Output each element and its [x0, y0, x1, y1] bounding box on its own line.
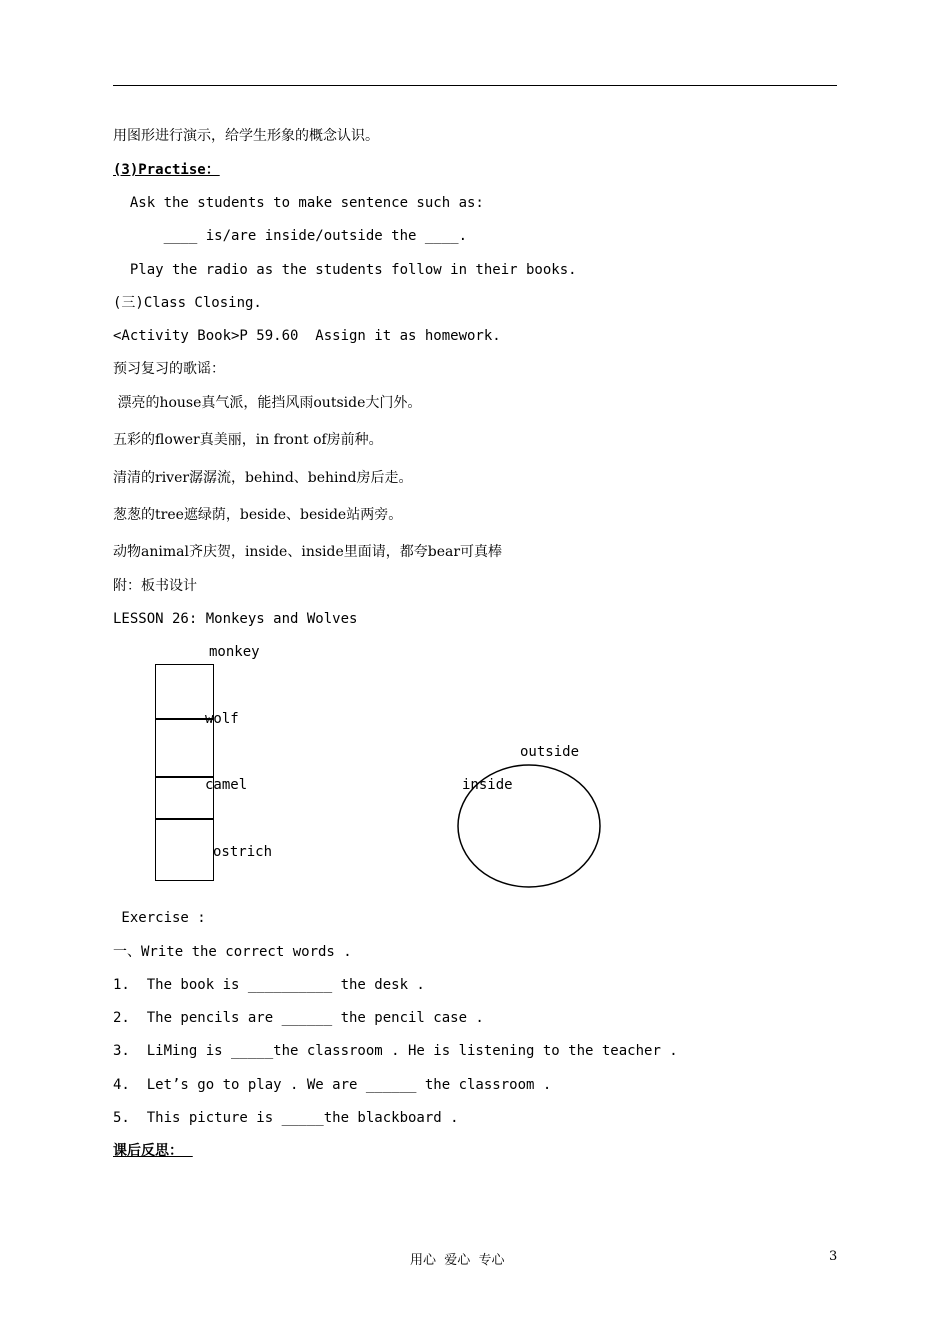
exercise-item: 3. LiMing is _____the classroom . He is listening to the teacher . — [113, 1043, 678, 1059]
diagram-label-outside: outside — [520, 744, 580, 760]
text-line: <Activity Book>P 59.60 Assign it as homework. — [113, 328, 501, 344]
intro-line: 用图形进行演示，给学生形象的概念认识。 — [113, 128, 379, 144]
footer-text: 用心 爱心 专心 — [410, 1253, 505, 1268]
rhyme-line: 漂亮的house真气派，能挡风雨outside大门外。 — [113, 395, 422, 411]
class-closing-heading: (三)Class Closing. — [113, 295, 262, 311]
rhyme-line: 动物animal齐庆贺，inside、inside里面请，都夸bear可真棒 — [113, 544, 503, 560]
reflection-heading: 课后反思： — [113, 1143, 183, 1159]
practise-heading: (3)Practise： — [113, 162, 220, 178]
text-line: Play the radio as the students follow in their books. — [113, 262, 577, 278]
page-number: 3 — [829, 1249, 838, 1264]
header-rule — [113, 85, 837, 86]
diagram-label-wolf: wolf — [205, 711, 239, 727]
exercise-item: 4. Let’s go to play . We are ______ the classroom . — [113, 1077, 552, 1093]
board-design-heading: 附：板书设计 — [113, 578, 197, 594]
diagram-box — [155, 818, 214, 881]
rhyme-line: 五彩的flower真美丽，in front of房前种。 — [113, 432, 383, 448]
exercise-heading: Exercise : — [113, 910, 206, 926]
exercise-item: 1. The book is __________ the desk . — [113, 977, 425, 993]
exercise-instruction: 一、Write the correct words . — [113, 944, 352, 960]
rhyme-line: 葱葱的tree遮绿荫，beside、beside站两旁。 — [113, 507, 403, 523]
text-line: Ask the students to make sentence such as: — [113, 195, 484, 211]
diagram-label-monkey: monkey — [209, 644, 260, 660]
rhyme-heading: 预习复习的歌谣： — [113, 361, 225, 377]
rhyme-line: 清清的river潺潺流，behind、behind房后走。 — [113, 470, 413, 486]
text-line: ____ is/are inside/outside the ____. — [113, 228, 468, 244]
diagram-label-inside: inside — [462, 777, 513, 793]
diagram-label-camel: camel — [205, 777, 248, 793]
exercise-item: 5. This picture is _____the blackboard . — [113, 1110, 459, 1126]
exercise-item: 2. The pencils are ______ the pencil case . — [113, 1010, 484, 1026]
diagram-label-ostrich: ostrich — [213, 844, 273, 860]
lesson-title: LESSON 26: Monkeys and Wolves — [113, 611, 358, 627]
